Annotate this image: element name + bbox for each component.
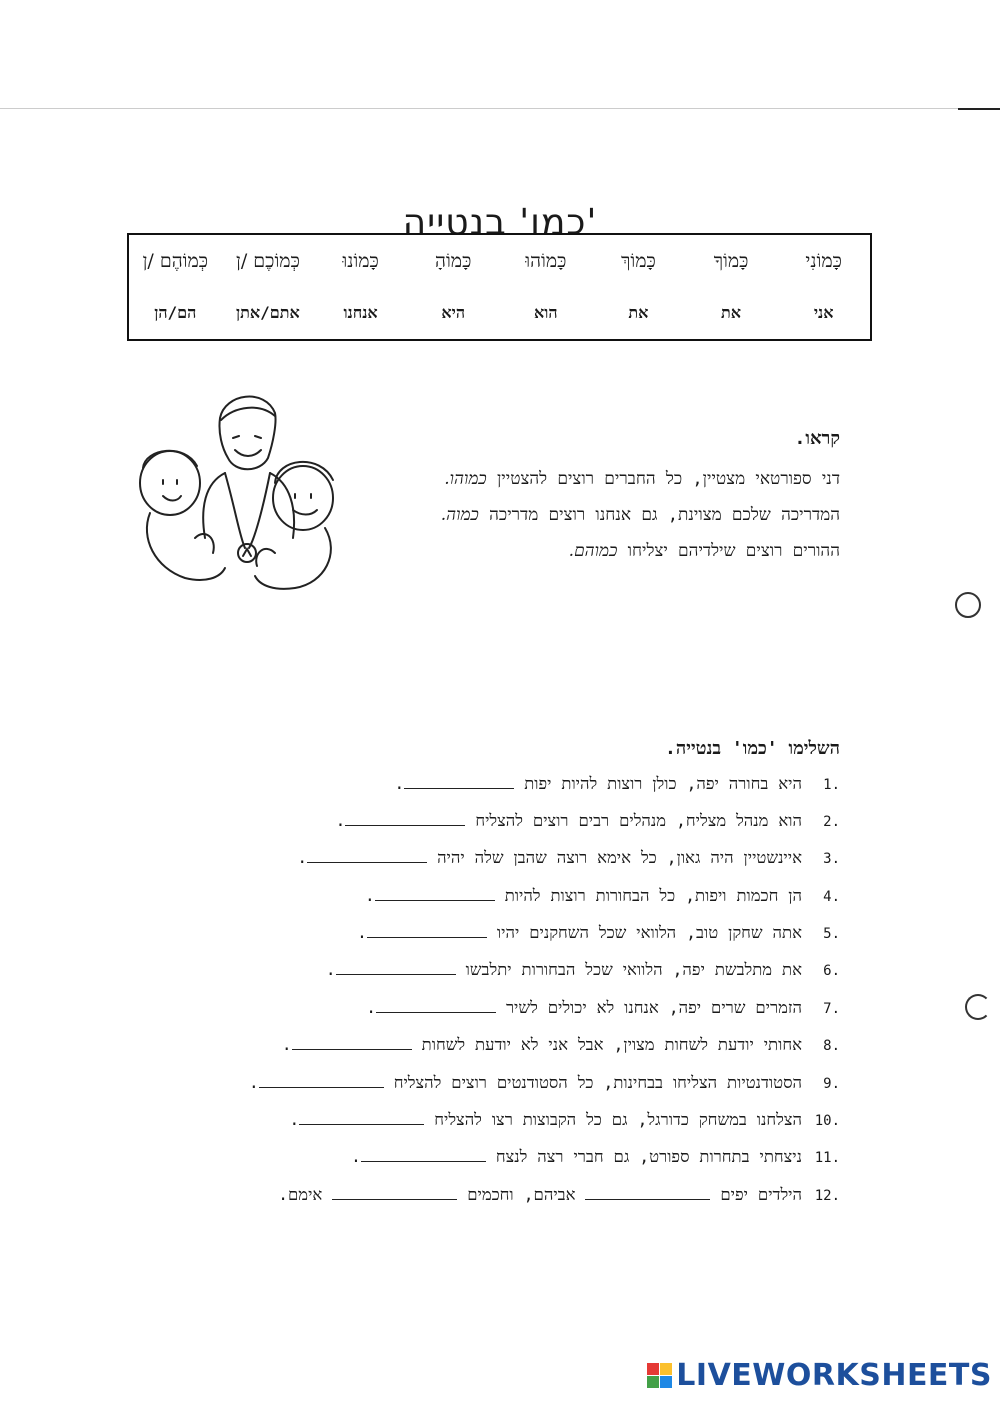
exercise-item-12 [80, 1182, 840, 1219]
item-tail: . [248, 1072, 259, 1092]
item-text: אימם. [278, 1184, 323, 1204]
exercise-item [80, 771, 840, 808]
exercise-heading: השלימו 'כמו' בנטייה. [665, 738, 840, 759]
item-text: הזמרים שרים יפה, אנחנו לא יכולים לשיר [505, 997, 802, 1017]
reading-line [280, 497, 840, 533]
answer-blank[interactable] [376, 995, 496, 1013]
item-number: .12 [814, 1187, 840, 1204]
pronoun-cell: הם/הן [154, 303, 197, 322]
exercise-item [80, 1070, 840, 1107]
item-number: .6 [823, 963, 840, 980]
item-tail: . [394, 773, 405, 793]
answer-blank[interactable] [404, 771, 514, 789]
exercise-item [80, 883, 840, 920]
answer-blank[interactable] [345, 808, 465, 826]
answer-blank[interactable] [375, 883, 495, 901]
answer-blank[interactable] [361, 1145, 486, 1163]
item-text: הסטודנטיות הצליחו בבחינות, כל הסטודנטים רוצים להצליח [393, 1072, 802, 1092]
inflection-forms-row [129, 235, 870, 287]
item-number: .8 [823, 1038, 840, 1055]
answer-blank[interactable] [292, 1033, 412, 1051]
item-number: .1 [823, 776, 840, 793]
scan-edge-mark [958, 108, 1000, 110]
handwritten-answer: כמוהו. [444, 469, 487, 489]
handwritten-answer: כמוה. [440, 505, 479, 525]
exercise-item [80, 1033, 840, 1070]
item-text: את מתלבשת יפה, הלוואי שכל הבחורות יתלבשו [465, 960, 802, 980]
pronoun-cell: אנחנו [343, 303, 378, 322]
item-text: איינשטיין היה גאון, כל אימא רוצה שהבן שלה יהיה [437, 848, 802, 868]
item-tail: . [357, 923, 367, 943]
item-number: .4 [823, 888, 840, 905]
exercise-section [80, 738, 840, 1220]
form-cell: כָּמוֹךְ [621, 249, 656, 272]
item-tail: . [350, 1147, 361, 1167]
item-number: .9 [823, 1075, 840, 1092]
exercise-item [80, 995, 840, 1032]
item-text: אתה שחקן טוב, הלוואי שכל השחקנים יהיו [496, 923, 802, 943]
item-tail: . [325, 960, 336, 980]
form-cell: כָּמוֹנִי [805, 249, 842, 272]
item-text: הילדים יפים [720, 1184, 802, 1204]
exercise-item [80, 958, 840, 995]
item-text: ניצחתי בתחרות ספורט, גם חברי רצה לנצח [495, 1147, 802, 1167]
exercise-item [80, 921, 840, 958]
item-text: אחותי יודעת לשחות מצוין, אבל אני לא יודעת לשחות [421, 1035, 802, 1055]
form-cell: כָּמוֹהָ [435, 249, 472, 272]
item-tail: . [335, 810, 346, 830]
item-tail: . [297, 848, 308, 868]
exercise-item [80, 1145, 840, 1182]
item-number: .3 [823, 851, 840, 868]
answer-blank[interactable] [336, 958, 456, 976]
item-text: הוא מנהל מצליח, מנהלים רבים רוצים להצליח [475, 810, 802, 830]
liveworksheets-mark-icon [647, 1363, 673, 1389]
reading-line [280, 533, 840, 569]
form-cell: כָּמוֹנוּ [342, 249, 379, 272]
item-number: .7 [823, 1000, 840, 1017]
pronoun-cell: הוא [534, 303, 558, 322]
brand-name: LIVEWORKSHEETS [676, 1358, 992, 1393]
reading-heading: קראו. [794, 428, 840, 449]
item-tail: . [366, 997, 377, 1017]
inflection-table [127, 233, 872, 341]
reading-line [280, 461, 840, 497]
worksheet-title: 'כמו' בנטייה [402, 202, 598, 244]
item-text: הצלחנו במשחק כדורגל, גם כל הקבוצות רצו להצליח [434, 1110, 802, 1130]
answer-blank[interactable] [299, 1108, 424, 1126]
answer-blank[interactable] [585, 1182, 710, 1200]
liveworksheets-logo [647, 1358, 992, 1393]
item-text: אביהם, וחכמים [467, 1184, 576, 1204]
answer-blank[interactable] [367, 921, 487, 939]
binder-hole [965, 994, 991, 1020]
handwritten-answer: כמוהם. [568, 541, 618, 561]
item-number: .2 [823, 813, 840, 830]
pronoun-cell: את [721, 303, 742, 322]
item-number: .10 [814, 1113, 840, 1130]
reading-text: המדריכה שלכם מצוינת, גם אנחנו רוצים מדריכה [489, 505, 840, 525]
pronoun-cell: היא [441, 303, 466, 322]
inflection-pronouns-row [129, 287, 870, 339]
answer-blank[interactable] [307, 846, 427, 864]
form-cell: כָּמוֹךָ [713, 249, 749, 272]
reading-text: דני ספורטאי מצטיין, כל החברים רוצים להצטיין [496, 469, 840, 489]
reading-section [280, 428, 840, 569]
exercise-item [80, 846, 840, 883]
exercise-item [80, 808, 840, 845]
pronoun-cell: את [628, 303, 649, 322]
item-text: הן חכמות ויפות, כל הבחורות רוצות להיות [504, 885, 802, 905]
answer-blank[interactable] [332, 1182, 457, 1200]
form-cell: כְּמוֹכֶם /ן [236, 249, 300, 272]
item-number: .5 [823, 926, 840, 943]
pronoun-cell: אתם/אתן [236, 303, 300, 322]
form-cell: כָּמוֹהוּ [525, 249, 567, 272]
exercise-item [80, 1108, 840, 1145]
answer-blank[interactable] [259, 1070, 384, 1088]
scan-edge-line [0, 108, 1000, 109]
form-cell: כְּמוֹהֶם /ן [142, 249, 209, 272]
binder-hole [955, 592, 981, 618]
item-tail: . [289, 1110, 300, 1130]
item-tail: . [364, 885, 375, 905]
item-number: .11 [814, 1150, 840, 1167]
item-text: היא בחורה יפה, כולן רוצות להיות יפות [524, 773, 802, 793]
item-tail: . [281, 1035, 292, 1055]
pronoun-cell: אני [813, 303, 834, 322]
reading-text: ההורים רוצים שילדיהם יצליחו [627, 541, 840, 561]
